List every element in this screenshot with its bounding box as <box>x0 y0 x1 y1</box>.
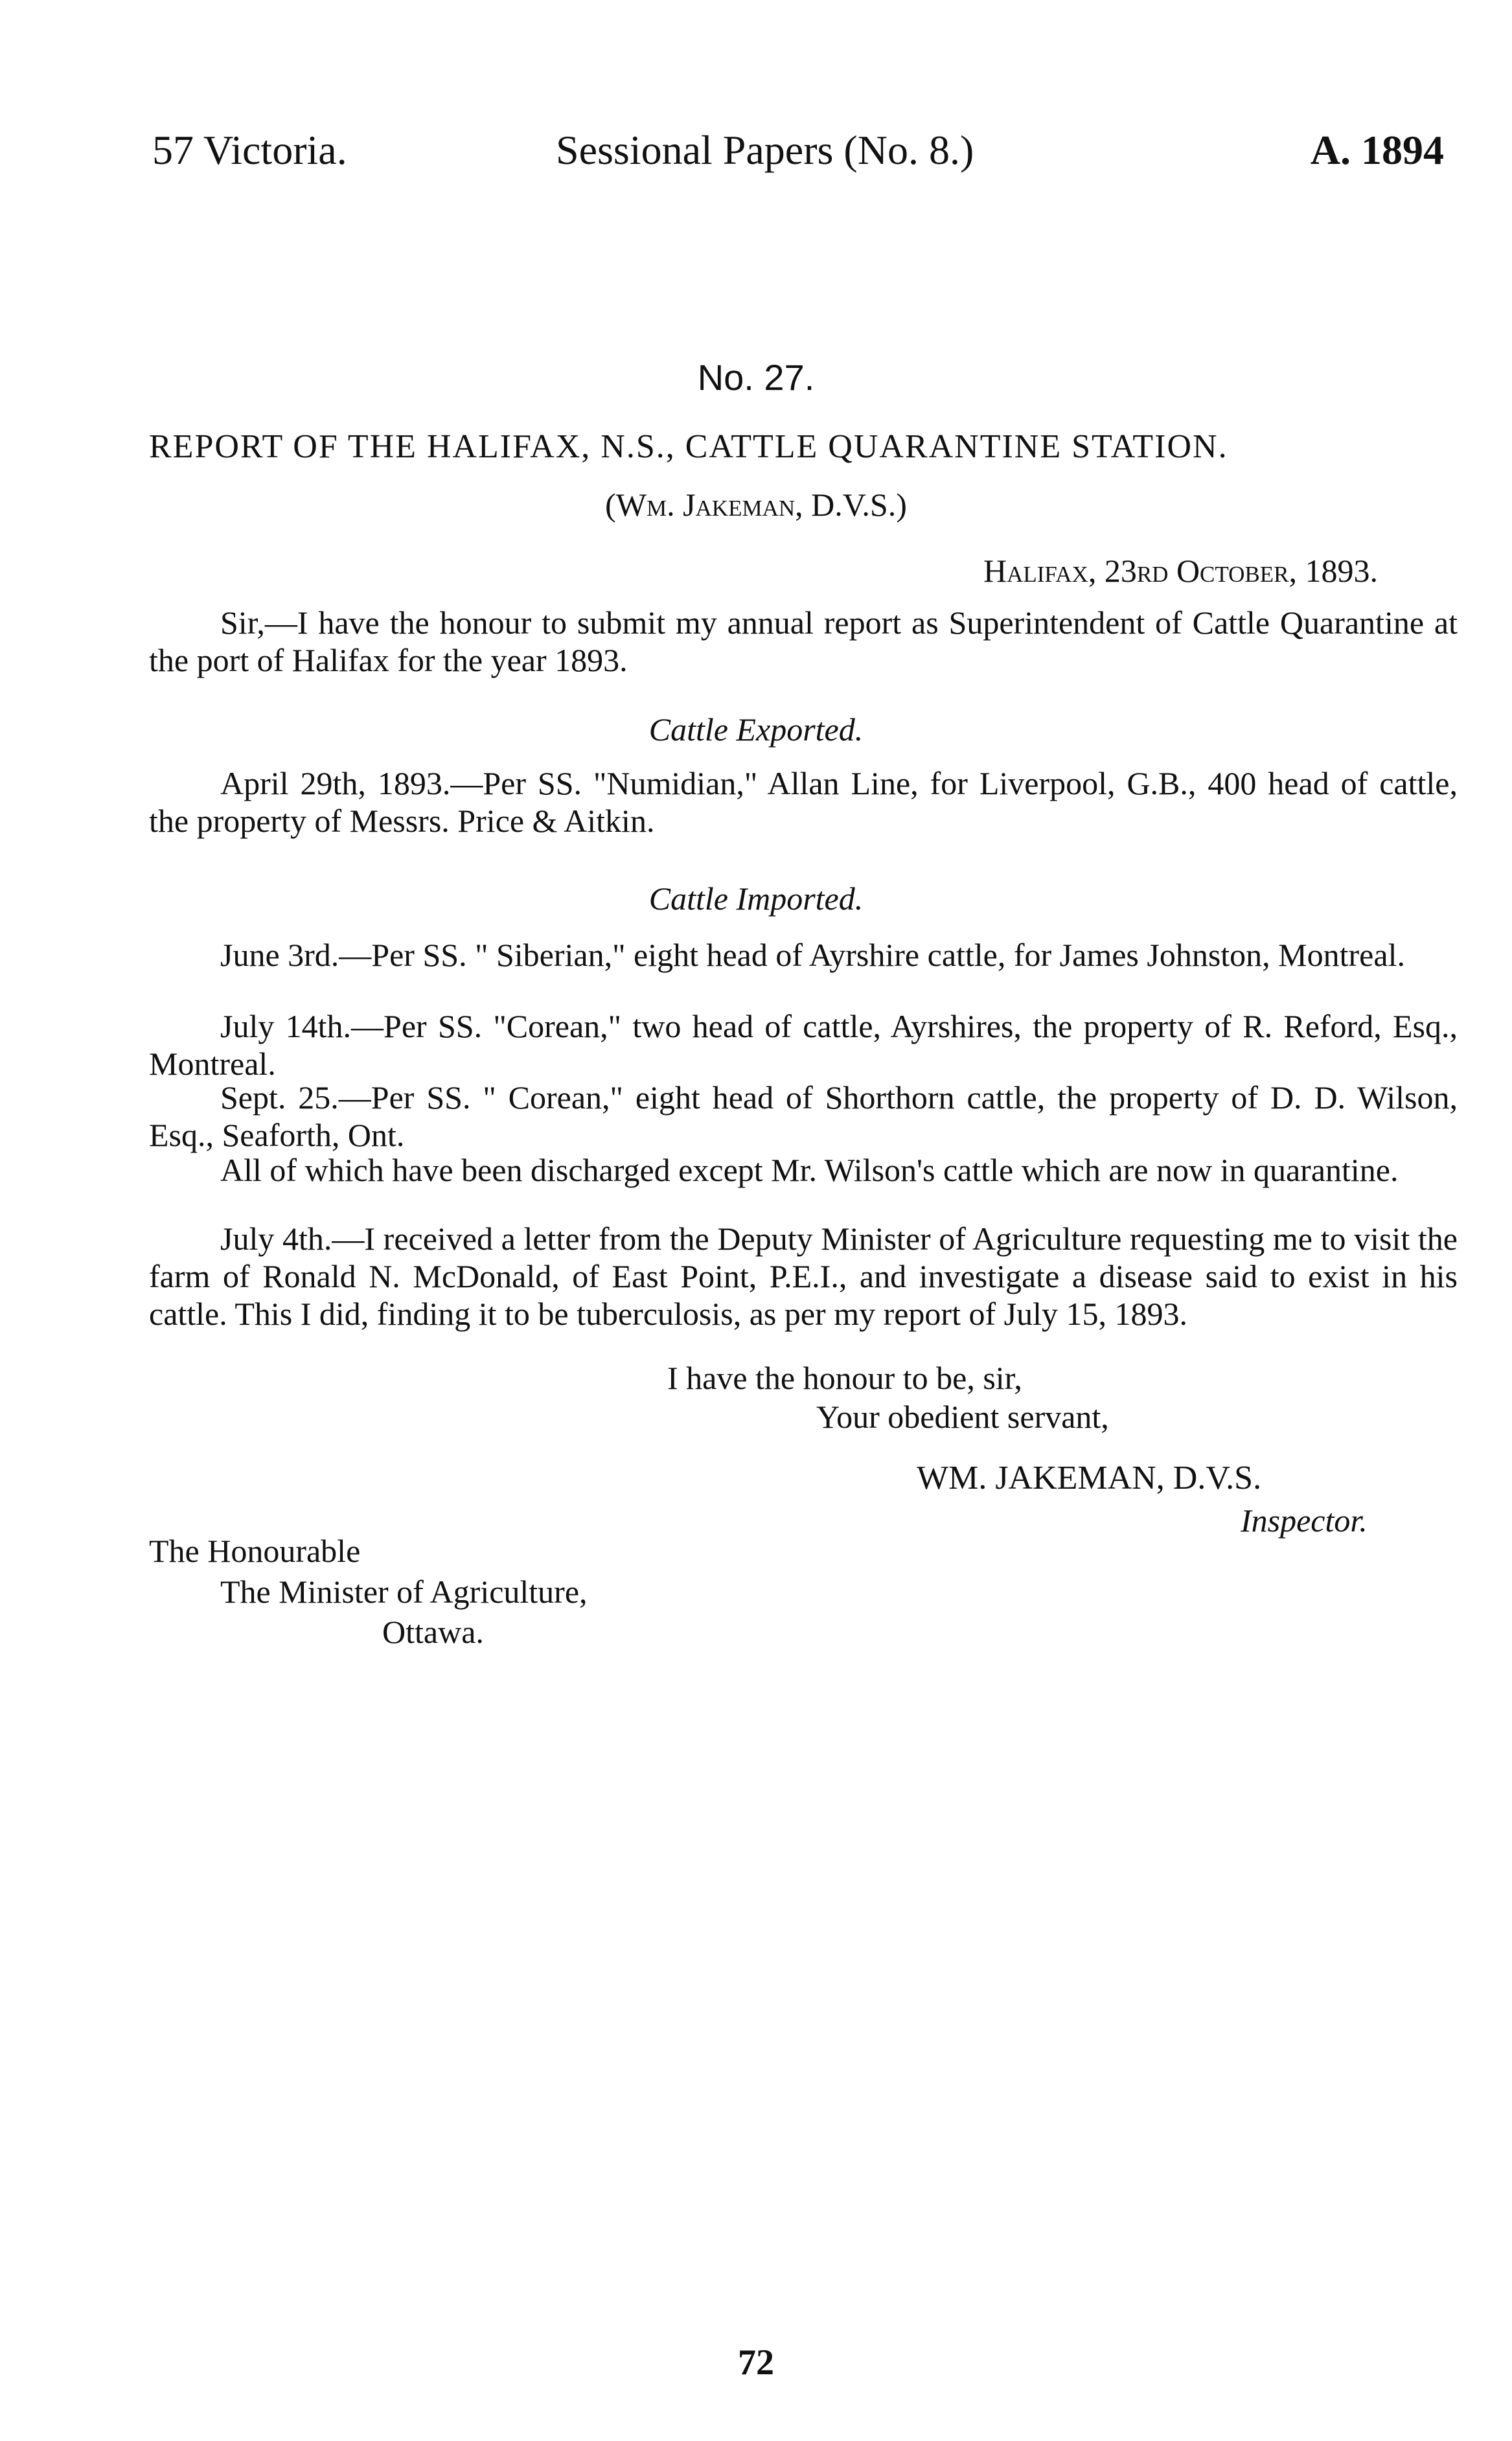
page-number: 72 <box>738 2343 774 2383</box>
imported-item <box>149 1079 1458 1154</box>
header-sessional-papers: Sessional Papers (No. 8.) <box>556 127 974 173</box>
july4-paragraph <box>149 1220 1458 1333</box>
signatory-title: Inspector. <box>1241 1502 1368 1539</box>
dateline: Halifax, 23rd October, 1893. <box>983 553 1378 589</box>
report-title: REPORT OF THE HALIFAX, N.S., CATTLE QUARANTINE STATION. <box>149 428 1228 465</box>
header-year: A. 1894 <box>1310 127 1444 173</box>
closing-servant: Your obedient servant, <box>816 1399 1109 1435</box>
discharged-text: All of which have been discharged except Mr. Wilson's cattle which are now in quarantine. <box>220 1152 1399 1188</box>
imported-item-text: July 14th.—Per SS. "Corean," two head of cattle, Ayrshires, the property of R. Reford, Esq., Montreal. <box>149 1008 1458 1082</box>
addressee-line-3: Ottawa. <box>382 1614 484 1650</box>
report-author: (Wm. Jakeman, D.V.S.) <box>605 487 907 523</box>
discharged-paragraph <box>149 1151 1458 1189</box>
imported-item-text: Sept. 25.—Per SS. " Corean," eight head of Shorthorn cattle, the property of D. D. Wilson, Esq., Seaforth, Ont. <box>149 1079 1458 1153</box>
exported-paragraph <box>149 764 1458 840</box>
closing-line: I have the honour to be, sir, <box>667 1360 1022 1396</box>
running-header <box>152 126 1444 185</box>
july4-text: July 4th.—I received a letter from the Deputy Minister of Agriculture requesting me to visit the farm of Ronald N. McDonald, of East Point, P.E.I., and investigate a disease said to exist in his cattle. This I did, finding it to be tuberculosis, as per my report of July 15, 1893. <box>149 1220 1458 1332</box>
section-heading-exported: Cattle Exported. <box>648 711 864 748</box>
intro-paragraph <box>149 604 1458 679</box>
imported-item <box>149 936 1458 974</box>
report-number: No. 27. <box>697 357 815 398</box>
header-volume: 57 Victoria. <box>152 127 347 173</box>
intro-text: Sir,—I have the honour to submit my annual report as Superintendent of Cattle Quarantine at the port of Halifax for the year 1893. <box>149 604 1458 678</box>
addressee-line-2: The Minister of Agriculture, <box>220 1574 588 1610</box>
imported-item <box>149 1007 1458 1083</box>
exported-text: April 29th, 1893.—Per SS. "Numidian," Allan Line, for Liverpool, G.B., 400 head of cattle, the property of Messrs. Price & Aitkin. <box>149 765 1458 839</box>
addressee-line-1: The Honourable <box>149 1533 361 1569</box>
signature: WM. JAKEMAN, D.V.S. <box>917 1460 1262 1496</box>
imported-item-text: June 3rd.—Per SS. " Siberian," eight head of Ayrshire cattle, for James Johnston, Montreal. <box>220 937 1405 973</box>
section-heading-imported: Cattle Imported. <box>648 880 864 917</box>
